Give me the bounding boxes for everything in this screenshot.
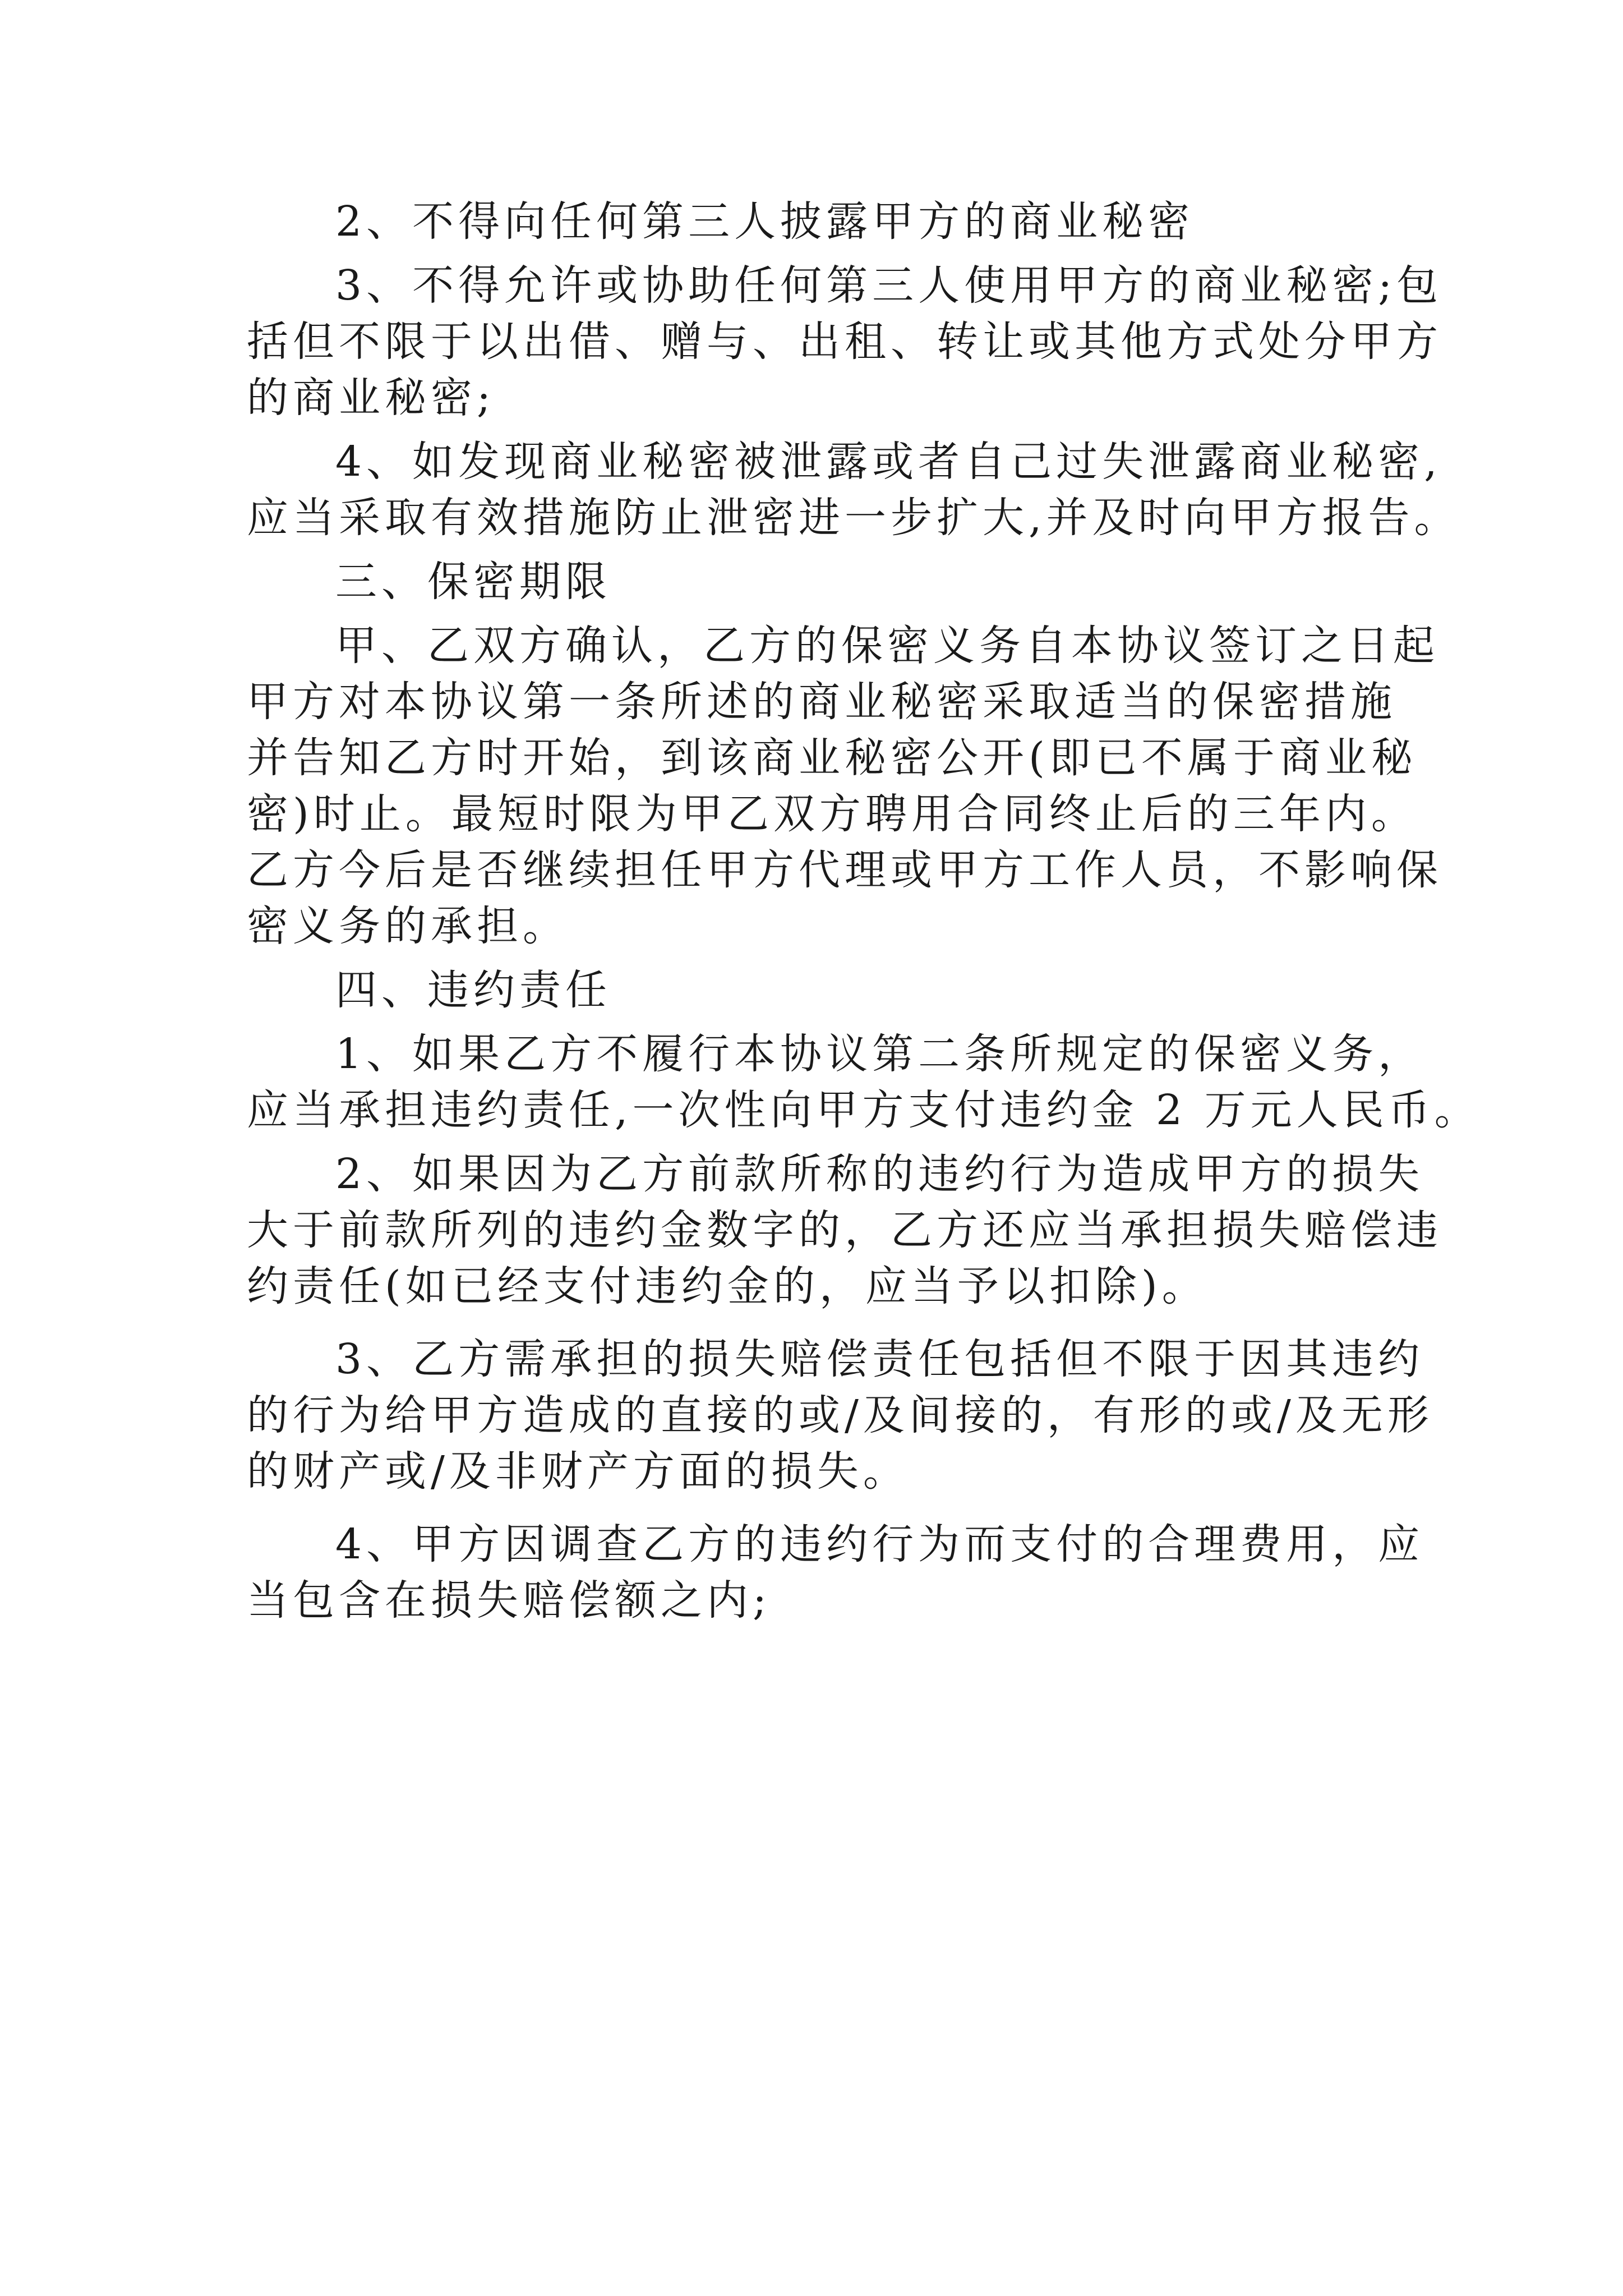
section-heading-confidentiality-period: 三、保密期限 [335, 558, 611, 606]
document-body [247, 194, 1481, 1628]
clause-2-2-line-1: 2、不得向任何第三人披露甲方的商业秘密 [335, 197, 1195, 246]
section-3-paragraph-line-2: 甲方对本协议第一条所述的商业秘密采取适当的保密措施 [247, 678, 1396, 726]
section-3-paragraph-line-3: 并告知乙方时开始，到该商业秘密公开(即已不属于商业秘 [247, 734, 1417, 782]
clause-2-3-line-1: 3、不得允许或协助任何第三人使用甲方的商业秘密;包 [335, 261, 1443, 310]
clause-4-4-line-2: 当包含在损失赔偿额之内; [247, 1576, 771, 1625]
section-heading-breach-liability: 四、违约责任 [335, 966, 611, 1014]
section-3-paragraph-line-1: 甲、乙双方确认，乙方的保密义务自本协议签订之日起 [335, 622, 1439, 670]
section-3-paragraph-line-4: 密)时止。最短时限为甲乙双方聘用合同终止后的三年内。 [247, 790, 1417, 838]
clause-4-3-line-1: 3、乙方需承担的损失赔偿责任包括但不限于因其违约 [335, 1335, 1424, 1383]
clause-2-4-line-2: 应当采取有效措施防止泄密进一步扩大,并及时向甲方报告。 [247, 494, 1460, 542]
clause-4-3-line-2: 的行为给甲方造成的直接的或/及间接的，有形的或/及无形 [247, 1391, 1433, 1439]
section-3-paragraph-line-5: 乙方今后是否继续担任甲方代理或甲方工作人员，不影响保 [247, 846, 1442, 894]
section-3-paragraph-line-6: 密义务的承担。 [247, 902, 569, 950]
clause-2-3-line-2: 括但不限于以出借、赠与、出租、转让或其他方式处分甲方 [247, 318, 1442, 366]
clause-2-3-line-3: 的商业秘密; [247, 374, 495, 422]
clause-2-4-line-1: 4、如发现商业秘密被泄露或者自己过失泄露商业秘密, [335, 438, 1442, 486]
clause-4-3-line-3: 的财产或/及非财产方面的损失。 [247, 1447, 909, 1496]
clause-4-2-line-2: 大于前款所列的违约金数字的，乙方还应当承担损失赔偿违 [247, 1206, 1442, 1254]
clause-4-1-line-2: 应当承担违约责任,一次性向甲方支付违约金 2 万元人民币。 [247, 1086, 1481, 1134]
clause-4-2-line-1: 2、如果因为乙方前款所称的违约行为造成甲方的损失 [335, 1150, 1424, 1198]
clause-4-2-line-3: 约责任(如已经支付违约金的，应当予以扣除)。 [247, 1262, 1208, 1310]
clause-4-4-line-1: 4、甲方因调查乙方的违约行为而支付的合理费用，应 [335, 1520, 1424, 1568]
clause-4-1-line-1: 1、如果乙方不履行本协议第二条所规定的保密义务， [335, 1030, 1424, 1078]
